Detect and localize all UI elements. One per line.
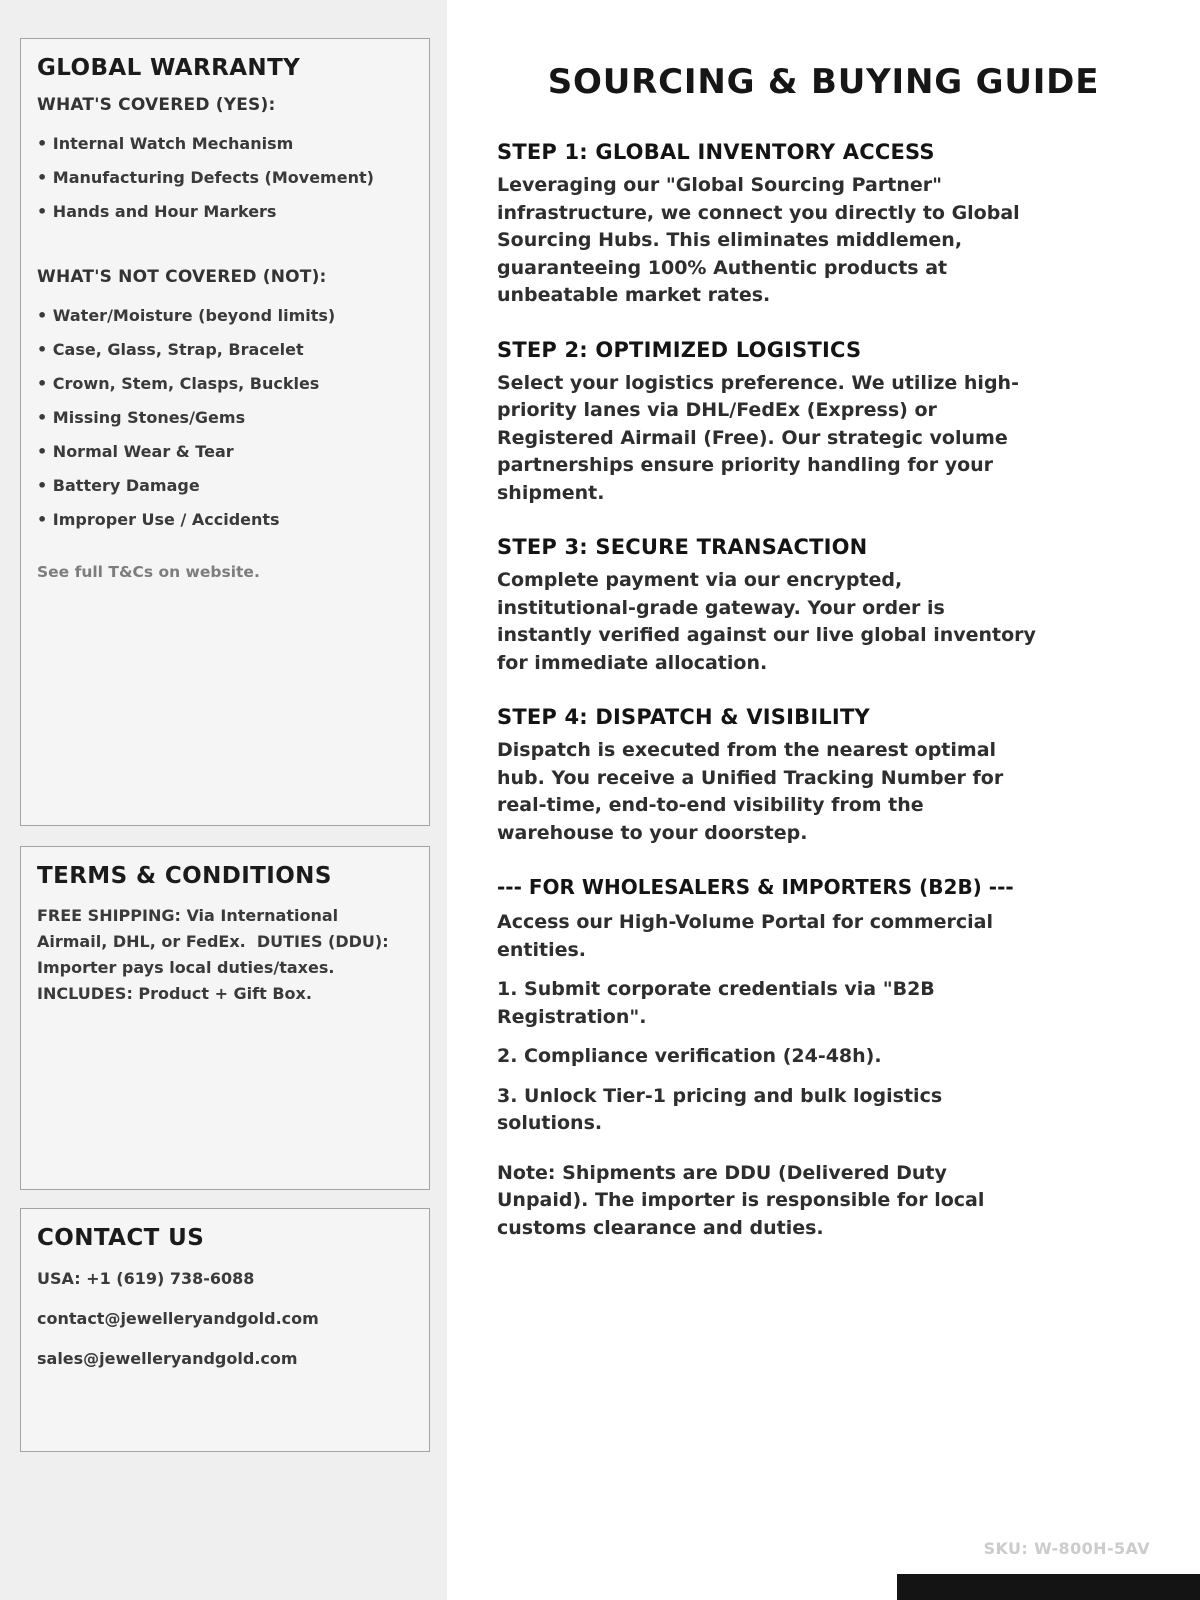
step-1-heading: STEP 1: GLOBAL INVENTORY ACCESS [497,140,935,164]
contact-email-sales: sales@jewelleryandgold.com [37,1349,298,1368]
step-2 [497,338,1047,508]
step-4-heading: STEP 4: DISPATCH & VISIBILITY [497,705,870,729]
list-item: • Battery Damage [37,469,413,503]
list-item: • Normal Wear & Tear [37,435,413,469]
warranty-covered-heading: WHAT'S COVERED (YES): [37,95,276,115]
steps-section [447,140,1047,1242]
step-2-body: Select your logistics preference. We utilize high-priority lanes via DHL/FedEx (Express) or Registered Airmail (Free). Our strategic volume partnerships ensure priority handling for your shipment. [497,371,1019,504]
warranty-footnote: See full T&Cs on website. [37,563,260,581]
b2b-item-2: 2. Compliance verification (24-48h). [497,1045,882,1067]
warranty-panel [20,38,430,826]
step-3-heading: STEP 3: SECURE TRANSACTION [497,535,868,559]
step-4-body: Dispatch is executed from the nearest optimal hub. You receive a Unified Tracking Number for real-time, end-to-end visibility from the warehouse to your doorstep. [497,739,1004,844]
step-3 [497,535,1047,677]
b2b-section [497,875,1047,1242]
list-item: • Missing Stones/Gems [37,401,413,435]
list-item: • Crown, Stem, Clasps, Buckles [37,367,413,401]
warranty-not-covered-list [37,299,413,537]
b2b-heading: --- FOR WHOLESALERS & IMPORTERS (B2B) --- [497,875,1014,899]
page-title: SOURCING & BUYING GUIDE [547,62,1100,102]
step-4 [497,705,1047,847]
list-item: • Hands and Hour Markers [37,195,413,229]
sku-label: SKU: W-800H-5AV [983,1539,1150,1558]
warranty-covered-list [37,127,413,229]
bottom-bar [897,1574,1200,1600]
step-3-body: Complete payment via our encrypted, institutional-grade gateway. Your order is instantly verified against our live global inventory for immediate allocation. [497,569,1036,674]
contact-email-primary: contact@jewelleryandgold.com [37,1309,319,1328]
main-content-area [447,0,1200,1600]
contact-title: CONTACT US [37,1225,205,1251]
list-item: • Improper Use / Accidents [37,503,413,537]
step-1-body: Leveraging our "Global Sourcing Partner" infrastructure, we connect you directly to Global Sourcing Hubs. This eliminates middlemen, guaranteeing 100% Authentic products at unbeatable market rates. [497,174,1020,306]
list-item: • Case, Glass, Strap, Bracelet [37,333,413,367]
step-2-heading: STEP 2: OPTIMIZED LOGISTICS [497,337,862,362]
terms-panel [20,846,430,1190]
step-1 [497,140,1047,310]
contact-phone: USA: +1 (619) 738-6088 [37,1269,255,1288]
terms-body: FREE SHIPPING: Via International Airmail, DHL, or FedEx. DUTIES (DDU): Importer pays local duties/taxes. INCLUDES: Product + Gift Box. [37,906,395,1003]
b2b-intro: Access our High-Volume Portal for commercial entities. [497,911,993,961]
b2b-item-1: 1. Submit corporate credentials via "B2B Registration". [497,978,935,1028]
sidebar [0,0,447,1600]
list-item: • Internal Watch Mechanism [37,127,413,161]
b2b-item-3: 3. Unlock Tier-1 pricing and bulk logistics solutions. [497,1084,943,1134]
warranty-not-covered-heading: WHAT'S NOT COVERED (NOT): [37,267,327,287]
warranty-title: GLOBAL WARRANTY [37,55,301,81]
contact-panel [20,1208,430,1452]
terms-title: TERMS & CONDITIONS [37,863,332,889]
list-item: • Manufacturing Defects (Movement) [37,161,413,195]
b2b-note: Note: Shipments are DDU (Delivered Duty Unpaid). The importer is responsible for local customs clearance and duties. [497,1161,985,1239]
list-item: • Water/Moisture (beyond limits) [37,299,413,333]
